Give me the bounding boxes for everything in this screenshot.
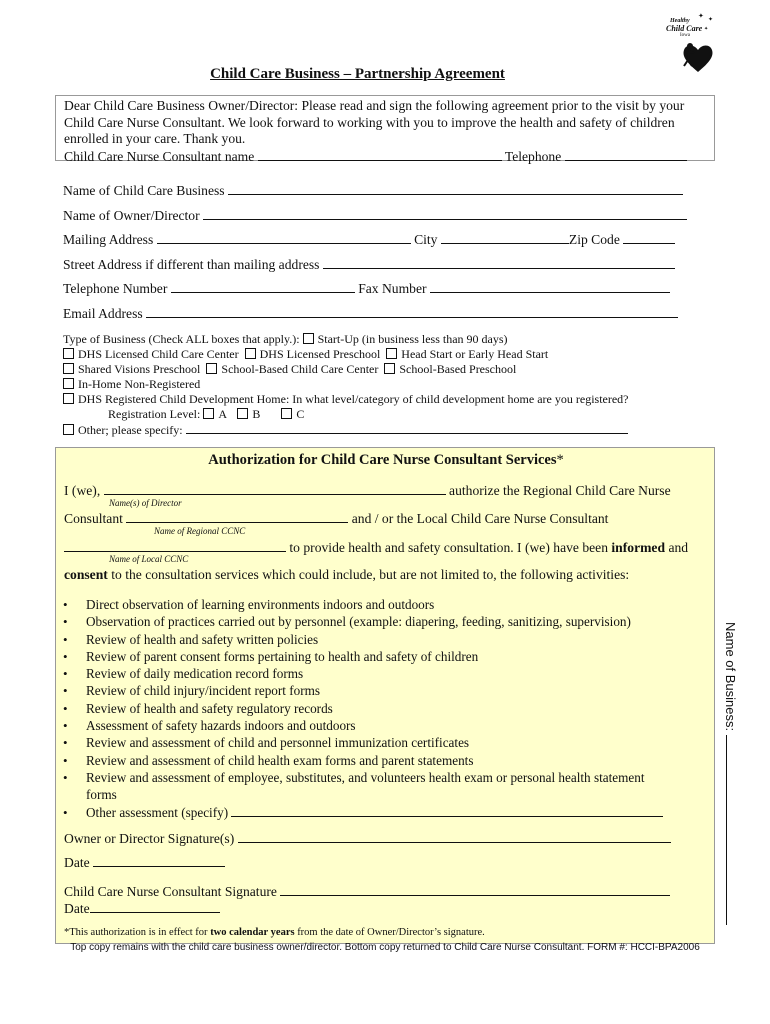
authorization-title-text: Authorization for Child Care Nurse Consultant Services	[208, 452, 557, 468]
nurse-date-field[interactable]	[90, 900, 220, 913]
startup-checkbox[interactable]	[303, 333, 314, 344]
date-label: Date	[64, 855, 90, 870]
note-text: from the date of Owner/Director’s signature.	[297, 927, 485, 938]
other-row	[63, 422, 628, 438]
mailing-label: Mailing Address	[63, 232, 154, 247]
level-c-label: C	[296, 407, 305, 421]
other-checkbox[interactable]	[63, 424, 74, 435]
registration-level-label: Registration Level:	[108, 407, 201, 421]
telephone-field[interactable]	[171, 280, 355, 293]
email-field[interactable]	[146, 305, 678, 318]
authorization-title	[56, 452, 716, 469]
registration-level-row	[108, 407, 304, 422]
list-item	[86, 804, 726, 821]
list-item: • Review of daily medication record forms	[86, 665, 726, 682]
dhs-preschool-checkbox[interactable]	[245, 348, 256, 359]
owner-field[interactable]	[203, 207, 687, 220]
logo-line-3: Iowa	[680, 33, 690, 38]
street-row	[63, 256, 675, 273]
dhs-center-checkbox[interactable]	[63, 348, 74, 359]
dhs-registered-checkbox[interactable]	[63, 393, 74, 404]
i-we-label: I (we),	[64, 483, 101, 498]
director-row	[64, 482, 671, 499]
nurse-signature-field[interactable]	[280, 883, 670, 896]
business-type-heading: Type of Business (Check ALL boxes that apply.):	[63, 332, 300, 346]
dhs-registered-label: DHS Registered Child Development Home: In what level/category of child development home are you registered?	[78, 392, 629, 406]
owner-date-field[interactable]	[93, 854, 225, 867]
business-type-row	[63, 347, 548, 362]
consent-text: consent	[64, 567, 108, 582]
and-text: and	[668, 540, 689, 555]
other-label: Other; please specify:	[78, 423, 183, 437]
local-ccnc-caption: Name of Local CCNC	[109, 554, 189, 564]
star-icon: ✦	[708, 17, 714, 23]
other-assessment-field[interactable]	[231, 804, 663, 817]
head-start-label: Head Start or Early Head Start	[401, 347, 549, 361]
shared-visions-checkbox[interactable]	[63, 363, 74, 374]
consultant-label: Consultant	[64, 511, 123, 526]
business-type-row	[63, 362, 516, 377]
level-b-checkbox[interactable]	[237, 408, 248, 419]
business-type-row	[63, 332, 508, 347]
list-item: • Direct observation of learning environments indoors and outdoors	[86, 596, 726, 613]
nurse-signature-row	[64, 883, 670, 900]
business-type-row	[63, 392, 629, 407]
authorization-title-mark: *	[556, 452, 564, 468]
school-center-checkbox[interactable]	[206, 363, 217, 374]
school-center-label: School-Based Child Care Center	[221, 362, 379, 376]
owner-signature-row	[64, 830, 671, 847]
consultant-telephone-field[interactable]	[565, 148, 687, 161]
level-a-label: A	[218, 407, 227, 421]
informed-text: informed	[611, 540, 666, 555]
provide-text: to provide health and safety consultation. I (we) have been	[289, 540, 608, 555]
director-names-field[interactable]	[104, 482, 446, 495]
side-label-text: Name of Business:	[723, 622, 738, 732]
local-ccnc-field[interactable]	[64, 539, 286, 552]
nurse-signature-label: Child Care Nurse Consultant Signature	[64, 884, 277, 899]
consultant-name-field[interactable]	[258, 148, 502, 161]
footer-text: Top copy remains with the child care business owner/director. Bottom copy returned to Child Care Nurse Consultant. FORM #: HCCI-BPA2006	[70, 942, 700, 953]
date-label: Date	[64, 901, 90, 916]
and-or-text: and / or the Local Child Care Nurse Consultant	[351, 511, 609, 526]
side-business-name	[722, 622, 742, 922]
owner-row	[63, 207, 687, 224]
star-icon: ✦	[698, 12, 704, 20]
consent-rest-text: to the consultation services which could include, but are not limited to, the following activities:	[111, 567, 630, 582]
activities-list	[56, 596, 726, 821]
list-item: • Review and assessment of child health exam forms and parent statements	[86, 752, 726, 769]
business-type-row	[63, 377, 200, 392]
date-row	[64, 854, 225, 871]
note-bold-text: two calendar years	[210, 927, 295, 938]
side-business-name-label	[723, 622, 739, 925]
dhs-preschool-label: DHS Licensed Preschool	[259, 347, 381, 361]
authorization-note	[64, 927, 485, 938]
email-label: Email Address	[63, 306, 143, 321]
head-start-checkbox[interactable]	[386, 348, 397, 359]
city-field[interactable]	[441, 231, 569, 244]
owner-label: Name of Owner/Director	[63, 208, 200, 223]
list-item: • Assessment of safety hazards indoors and outdoors	[86, 717, 726, 734]
authorize-text: authorize the Regional Child Care Nurse	[449, 483, 671, 498]
list-item: • Review of parent consent forms pertaining to health and safety of children	[86, 648, 726, 665]
zip-label: Zip Code	[568, 232, 620, 247]
regional-ccnc-field[interactable]	[126, 510, 348, 523]
intro-line: enrolled in your care. Thank you.	[64, 131, 246, 146]
zip-field[interactable]	[623, 231, 675, 244]
fax-label: Fax Number	[358, 281, 427, 296]
list-item: • Observation of practices carried out by personnel (example: diapering, feeding, sanitizing, supervision)	[86, 613, 726, 630]
level-c-checkbox[interactable]	[281, 408, 292, 419]
owner-signature-label: Owner or Director Signature(s)	[64, 831, 235, 846]
side-business-name-field[interactable]	[726, 735, 739, 925]
director-names-caption: Name(s) of Director	[109, 498, 182, 508]
list-item: • Review and assessment of child and personnel immunization certificates	[86, 734, 726, 751]
phone-row	[63, 280, 670, 297]
list-item: • Review of health and safety written policies	[86, 631, 726, 648]
in-home-label: In-Home Non-Registered	[78, 377, 201, 391]
business-name-row	[63, 182, 683, 199]
school-preschool-checkbox[interactable]	[384, 363, 395, 374]
mailing-row	[63, 231, 675, 248]
school-preschool-label: School-Based Preschool	[399, 362, 517, 376]
shared-visions-label: Shared Visions Preschool	[78, 362, 201, 376]
email-row	[63, 305, 678, 322]
intro-box	[55, 95, 715, 164]
logo	[660, 12, 720, 74]
star-icon: ✦	[704, 27, 709, 32]
intro-line: Child Care Nurse Consultant. We look forward to working with you to improve the health and safety of children	[64, 114, 675, 130]
business-name-field[interactable]	[228, 182, 683, 195]
street-label: Street Address if different than mailing address	[63, 257, 320, 272]
consultant-name-row	[64, 148, 706, 166]
consultant-name-label: Child Care Nurse Consultant name	[64, 148, 255, 164]
logo-line-1: Healthy	[670, 18, 690, 24]
business-name-label: Name of Child Care Business	[63, 183, 225, 198]
other-field[interactable]	[186, 422, 628, 434]
authorization-box	[55, 447, 715, 944]
logo-line-2: Child Care	[666, 24, 703, 33]
date-row	[64, 900, 220, 917]
dhs-center-label: DHS Licensed Child Care Center	[78, 347, 239, 361]
regional-row	[64, 510, 608, 527]
street-field[interactable]	[323, 256, 675, 269]
telephone-label: Telephone Number	[63, 281, 168, 296]
consent-row	[64, 567, 629, 583]
fax-field[interactable]	[430, 280, 670, 293]
level-b-label: B	[252, 407, 261, 421]
city-label: City	[414, 232, 438, 247]
note-text: *This authorization is in effect for	[64, 927, 208, 938]
mailing-field[interactable]	[157, 231, 411, 244]
regional-ccnc-caption: Name of Regional CCNC	[154, 526, 246, 536]
in-home-checkbox[interactable]	[63, 378, 74, 389]
list-item: • Review of child injury/incident report forms	[86, 682, 726, 699]
other-assessment-label: Other assessment (specify)	[86, 804, 229, 820]
consultant-telephone-label: Telephone	[504, 148, 562, 164]
owner-signature-field[interactable]	[238, 830, 671, 843]
list-item: • Review and assessment of employee, substitutes, and volunteers health exam or personal health statement forms	[86, 769, 676, 804]
level-a-checkbox[interactable]	[203, 408, 214, 419]
startup-label: Start-Up (in business less than 90 days)	[317, 332, 508, 346]
list-item: • Review of health and safety regulatory records	[86, 700, 726, 717]
intro-line: Dear Child Care Business Owner/Director: Please read and sign the following agreement prior to the visit by your	[64, 98, 685, 113]
document-title: Child Care Business – Partnership Agreement	[210, 66, 505, 82]
